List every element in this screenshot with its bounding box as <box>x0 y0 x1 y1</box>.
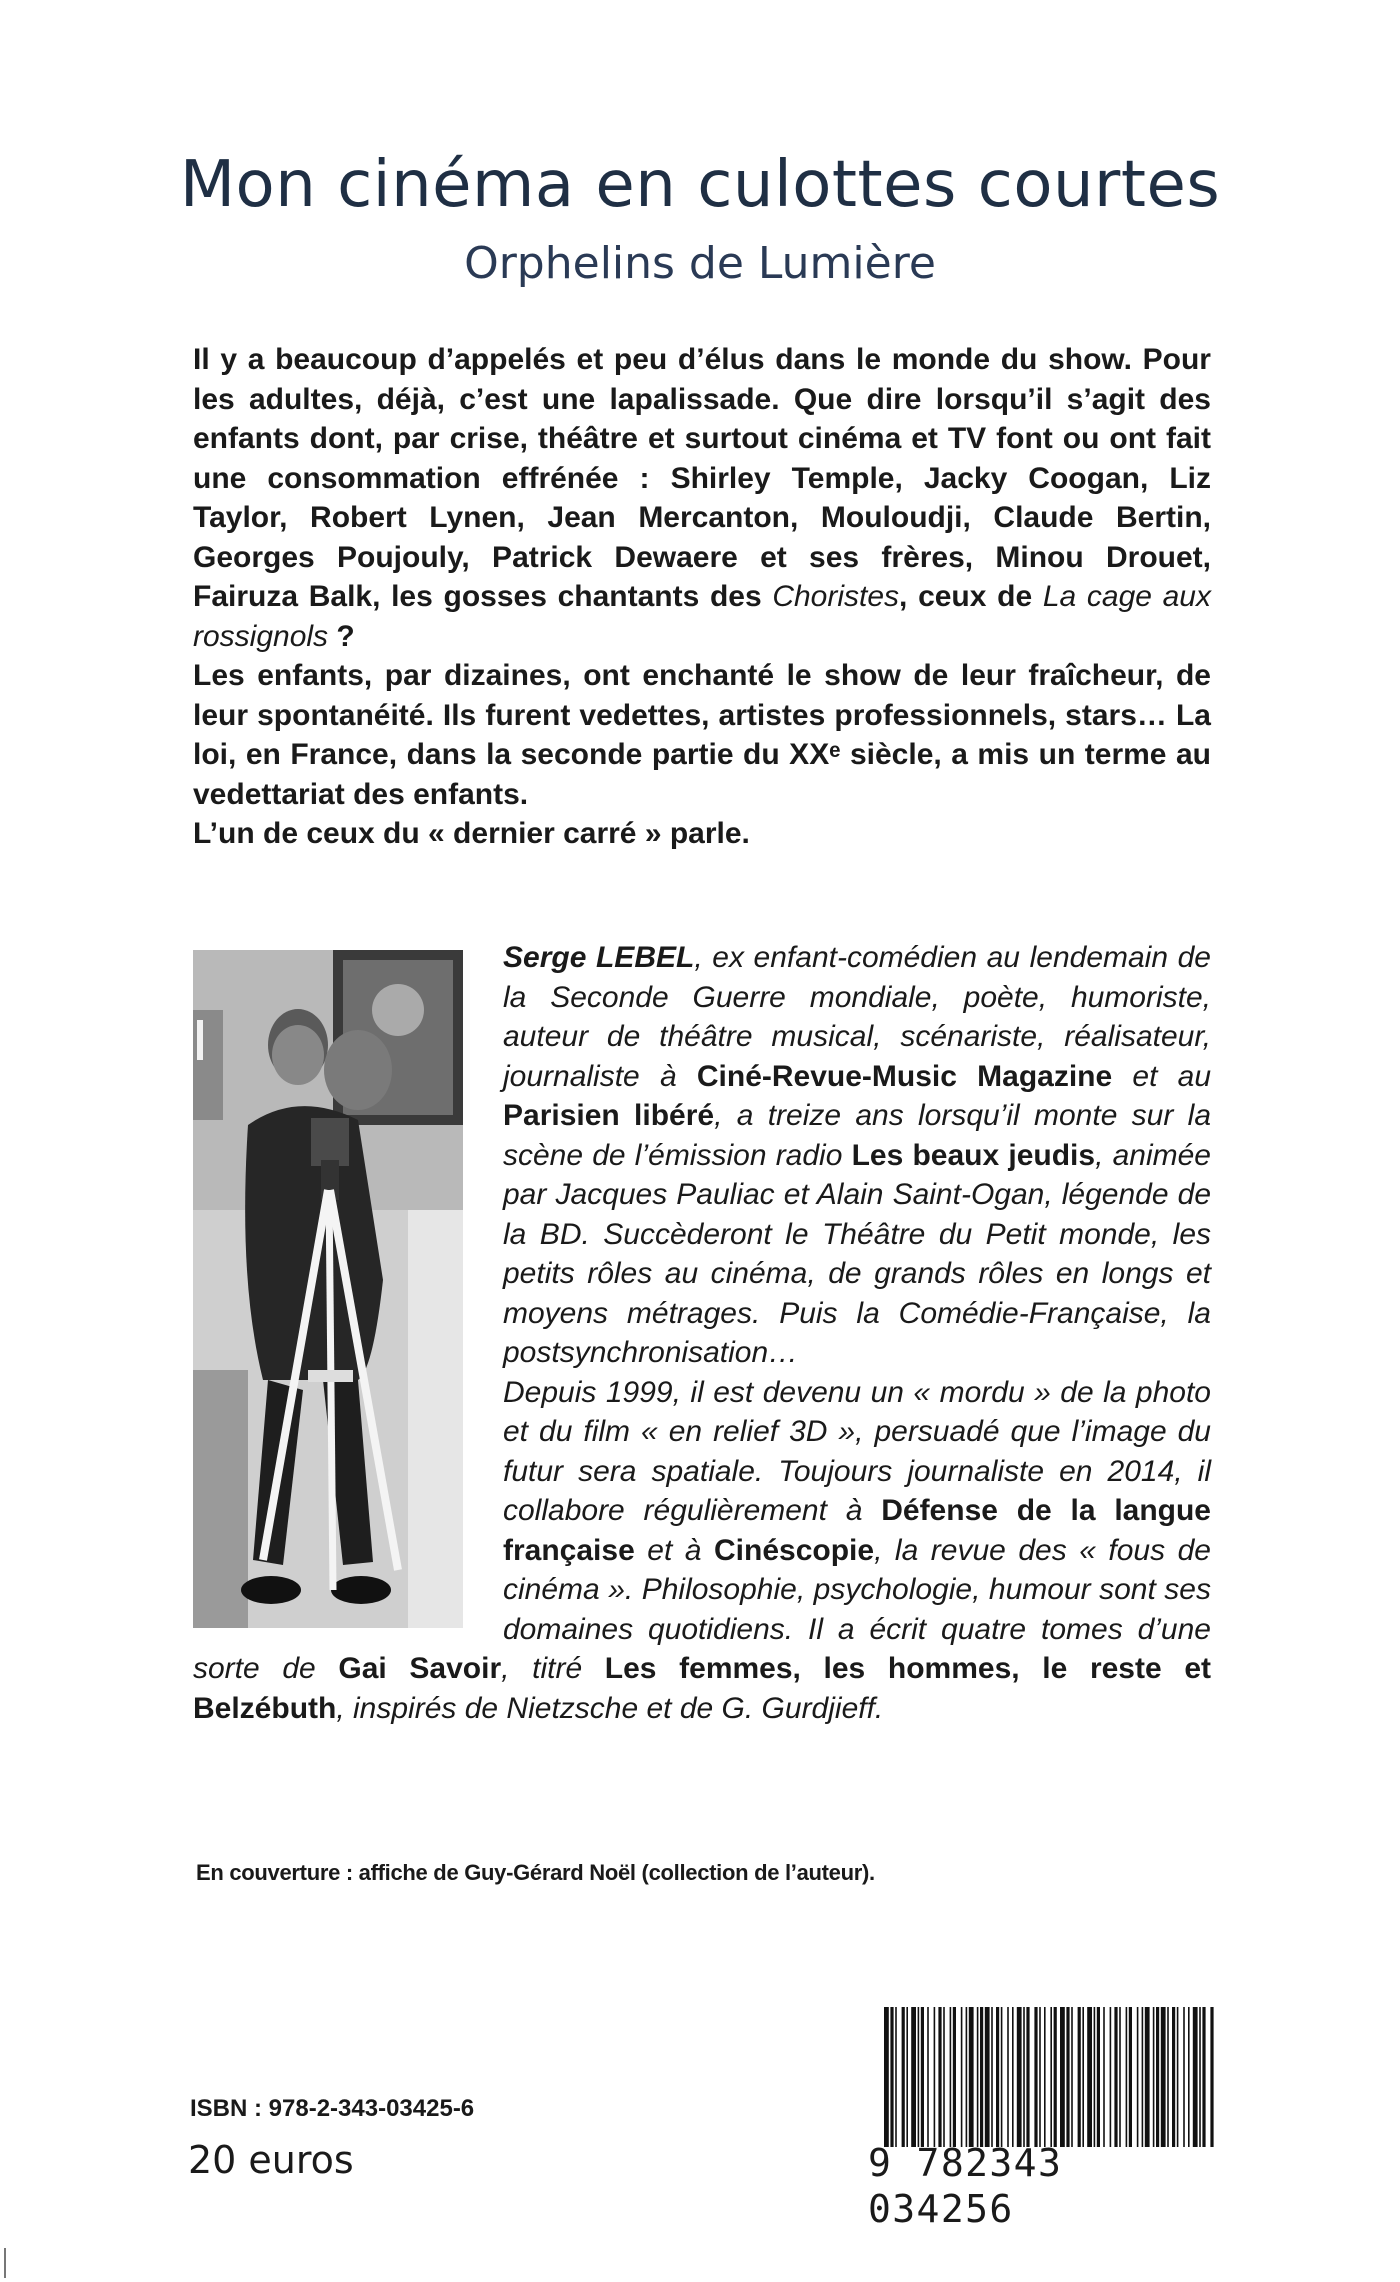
barcode-bar <box>1153 2007 1155 2147</box>
barcode-bar <box>1023 2007 1025 2147</box>
barcode-bar <box>938 2007 941 2147</box>
film-title-choristes: Choristes <box>772 580 900 613</box>
barcode-bar <box>1177 2007 1179 2147</box>
barcode-bar <box>890 2007 893 2147</box>
back-cover-summary <box>193 340 1211 854</box>
barcode-bar <box>1012 2007 1014 2147</box>
barcode-bar <box>980 2007 983 2147</box>
bio-text: , a treize ans lorsqu’il monte sur la scène de l’émission radio <box>503 1099 1212 1172</box>
barcode-bar <box>985 2007 990 2147</box>
bio-text: , titré <box>501 1652 605 1685</box>
barcode-bar <box>1044 2007 1046 2147</box>
barcode-bar <box>1060 2007 1065 2147</box>
publication-name: Parisien libéré <box>503 1099 715 1132</box>
publication-name: Ciné-Revue-Music Magazine <box>696 1059 1113 1093</box>
barcode-bar <box>1034 2007 1037 2147</box>
barcode-bar <box>1054 2007 1057 2147</box>
author-name: Serge LEBEL <box>503 941 695 974</box>
barcode-bar <box>961 2007 963 2147</box>
barcode-bar <box>1156 2007 1159 2147</box>
barcode-bar <box>943 2007 945 2147</box>
barcode-bar <box>966 2007 968 2147</box>
barcode-bar <box>1199 2007 1201 2147</box>
barcode-bar <box>1087 2007 1092 2147</box>
barcode-bar <box>953 2007 956 2147</box>
bio-text: et au <box>1112 1059 1212 1093</box>
barcode-bar <box>1119 2007 1121 2147</box>
cover-credit: En couverture : affiche de Guy-Gérard Noël (collection de l’auteur). <box>196 1860 875 1885</box>
barcode-bar <box>1210 2007 1213 2147</box>
author-biography <box>193 938 1211 1728</box>
barcode-bar <box>1202 2007 1205 2147</box>
barcode-bar <box>906 2007 908 2147</box>
barcode-bar <box>1082 2007 1084 2147</box>
barcode-bar <box>1188 2007 1190 2147</box>
barcode-bar <box>1039 2007 1041 2147</box>
barcode-bar <box>1142 2007 1144 2147</box>
radio-show-name: Les beaux jeudis <box>851 1138 1096 1172</box>
barcode-bar <box>977 2007 979 2147</box>
barcode-bar <box>1172 2007 1175 2147</box>
barcode-bar <box>1001 2007 1003 2147</box>
bio-text: et à <box>634 1533 714 1567</box>
summary-text: Il y a beaucoup d’appelés et peu d’élus dans le monde du show. Pour les adultes, déjà, c’est une lapalissade. Que dire lorsqu’il s’agit des enfants dont, par crise, théâtre et surtout cinéma et TV font ou ont fait une consommation effrénée : Shirley Temple, Jacky Coogan, Liz Taylor, Robert Lynen, Jean Mercanton, Mouloudji, Claude Bertin, Georges Poujouly, Patrick Dewaere et ses frères, Minou Drouet, Fairuza Balk, les gosses chantants des <box>193 343 1211 613</box>
barcode-bar <box>934 2007 936 2147</box>
barcode-bar <box>1094 2007 1096 2147</box>
barcode-digits: 9 782343 034256 <box>868 2141 1063 2231</box>
barcode-bar <box>1167 2007 1169 2147</box>
barcode-bar <box>1066 2007 1069 2147</box>
barcode-bar <box>902 2007 905 2147</box>
barcode-bar <box>911 2007 916 2147</box>
summary-paragraph-3: L’un de ceux du « dernier carré » parle. <box>193 817 750 850</box>
barcode-bar <box>1026 2007 1029 2147</box>
barcode-bar <box>1078 2007 1081 2147</box>
bio-text: , animée par Jacques Pauliac et Alain Saint-Ogan, légende de la BD. Succèderont le Théâtre du Petit monde, les petits rôles au cinéma, de grands rôles en longs et moyens métrages. Puis la Comédie-Française, la postsynchronisation… <box>503 1138 1211 1369</box>
summary-text: , ceux de <box>899 580 1043 613</box>
barcode-bar <box>1017 2007 1022 2147</box>
book-name: Gai Savoir <box>338 1652 502 1685</box>
isbn-label: ISBN : 978-2-343-03425-6 <box>190 2095 475 2122</box>
barcode-bar <box>950 2007 952 2147</box>
publication-name: Cinéscopie <box>714 1533 875 1567</box>
barcode-bar <box>1193 2007 1198 2147</box>
book-name: Les femmes, les hommes, le reste et Belzébuth <box>193 1652 1212 1725</box>
summary-paragraph-2: Les enfants, par dizaines, ont enchanté le show de leur fraîcheur, de leur spontanéité. Ils furent vedettes, artistes professionnels, stars… La loi, en France, dans la seconde partie du XXᵉ siècle, a mis un terme au vedettariat des enfants. <box>193 659 1211 811</box>
bio-text: , la revue des « fous de cinéma ». Philosophie, psychologie, humour sont ses domaines quotidiens. Il a écrit quatre tomes d’une sorte de <box>193 1533 1211 1685</box>
barcode-bar <box>1114 2007 1117 2147</box>
bio-text: , inspirés de Nietzsche et de G. Gurdjieff. <box>336 1691 884 1725</box>
barcode-bar <box>1110 2007 1112 2147</box>
trim-mark <box>4 2248 6 2278</box>
bio-text: , ex enfant-comédien au lendemain de la Seconde Guerre mondiale, poète, humoriste, auteur de théâtre musical, scénariste, réalisateur, journaliste à <box>503 941 1211 1093</box>
barcode-bar <box>1097 2007 1100 2147</box>
barcode-bar <box>991 2007 993 2147</box>
barcode-bar <box>1103 2007 1105 2147</box>
barcode-bar <box>969 2007 974 2147</box>
barcode-bar <box>1129 2007 1132 2147</box>
barcode-bar <box>1145 2007 1150 2147</box>
summary-paragraph-1 <box>193 340 1211 656</box>
barcode-bar <box>918 2007 920 2147</box>
publication-name: Défense de la langue française <box>503 1494 1211 1567</box>
barcode-bar <box>1071 2007 1073 2147</box>
barcode-bar <box>1007 2007 1009 2147</box>
barcode-bar <box>1050 2007 1052 2147</box>
book-title: Mon cinéma en culottes courtes <box>179 148 1221 222</box>
summary-text: ? <box>328 619 355 653</box>
author-photo <box>193 950 463 1628</box>
price-label: 20 euros <box>188 2138 354 2182</box>
barcode-bar <box>895 2007 897 2147</box>
book-subtitle: Orphelins de Lumière <box>464 238 936 289</box>
barcode-bar <box>996 2007 999 2147</box>
barcode-bar <box>1137 2007 1139 2147</box>
barcode-bar <box>884 2007 889 2147</box>
barcode-bar <box>1126 2007 1128 2147</box>
barcode-bar <box>921 2007 924 2147</box>
bio-text: Depuis 1999, il est devenu un « mordu » de la photo et du film « en relief 3D », persuadé que l’image du futur sera spatiale. Toujours journaliste en 2014, il collabore régulièrement à <box>503 1375 1211 1527</box>
barcode-bar <box>1183 2007 1185 2147</box>
film-title-cage-aux-rossignols: La cage aux rossignols <box>193 580 1211 653</box>
barcode-bar <box>1161 2007 1166 2147</box>
barcode-bar <box>927 2007 929 2147</box>
